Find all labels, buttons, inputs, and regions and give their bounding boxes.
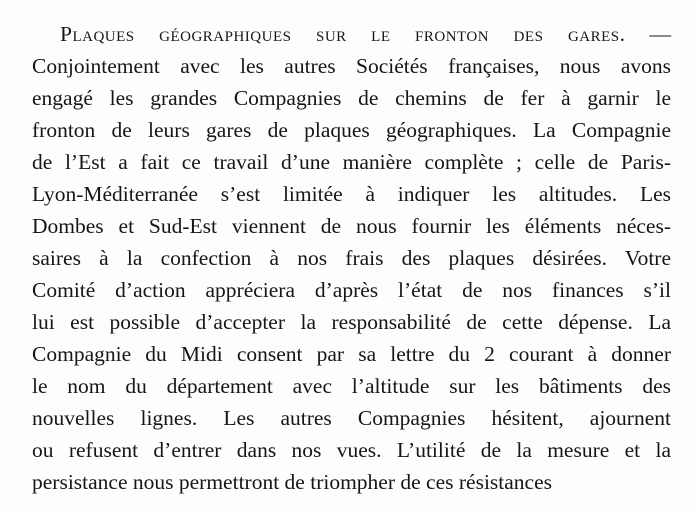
heading-dash: — [625,22,672,46]
paragraph-line-10: lui est possible d’accepter la responsabilité de cette dépense. La [32,310,671,334]
paragraph-line-4: fronton de leurs gares de plaques géographiques. La Compagnie [32,118,671,142]
paragraph-line-9: Comité d’action appréciera d’après l’état de nos finances s’il [32,278,671,302]
paragraph-line-1 [60,19,671,49]
paragraph-line-6: Lyon-Méditerranée s’est limitée à indiquer les altitudes. Les [32,182,671,206]
paragraph-line-14: ou refusent d’entrer dans nos vues. L’utilité de la mesure et la [32,438,671,462]
paragraph-line-8: saires à la confection à nos frais des plaques désirées. Votre [32,246,671,270]
paragraph-line-12: le nom du département avec l’altitude sur les bâtiments des [32,374,671,398]
paragraph-line-15: persistance nous permettront de triompher de ces résistances [32,470,552,494]
paragraph-line-13: nouvelles lignes. Les autres Compagnies hésitent, ajournent [32,406,671,430]
paragraph-line-5: de l’Est a fait ce travail d’une manière complète ; celle de Paris- [32,150,671,174]
paragraph-line-7: Dombes et Sud-Est viennent de nous fournir les éléments néces- [32,214,671,238]
paragraph-line-2: Conjointement avec les autres Sociétés françaises, nous avons [32,54,671,78]
paragraph-line-3: engagé les grandes Compagnies de chemins de fer à garnir le [32,86,671,110]
paragraph-line-11: Compagnie du Midi consent par sa lettre du 2 courant à donner [32,342,671,366]
section-heading: Plaques géographiques sur le fronton des gares. [60,22,626,46]
